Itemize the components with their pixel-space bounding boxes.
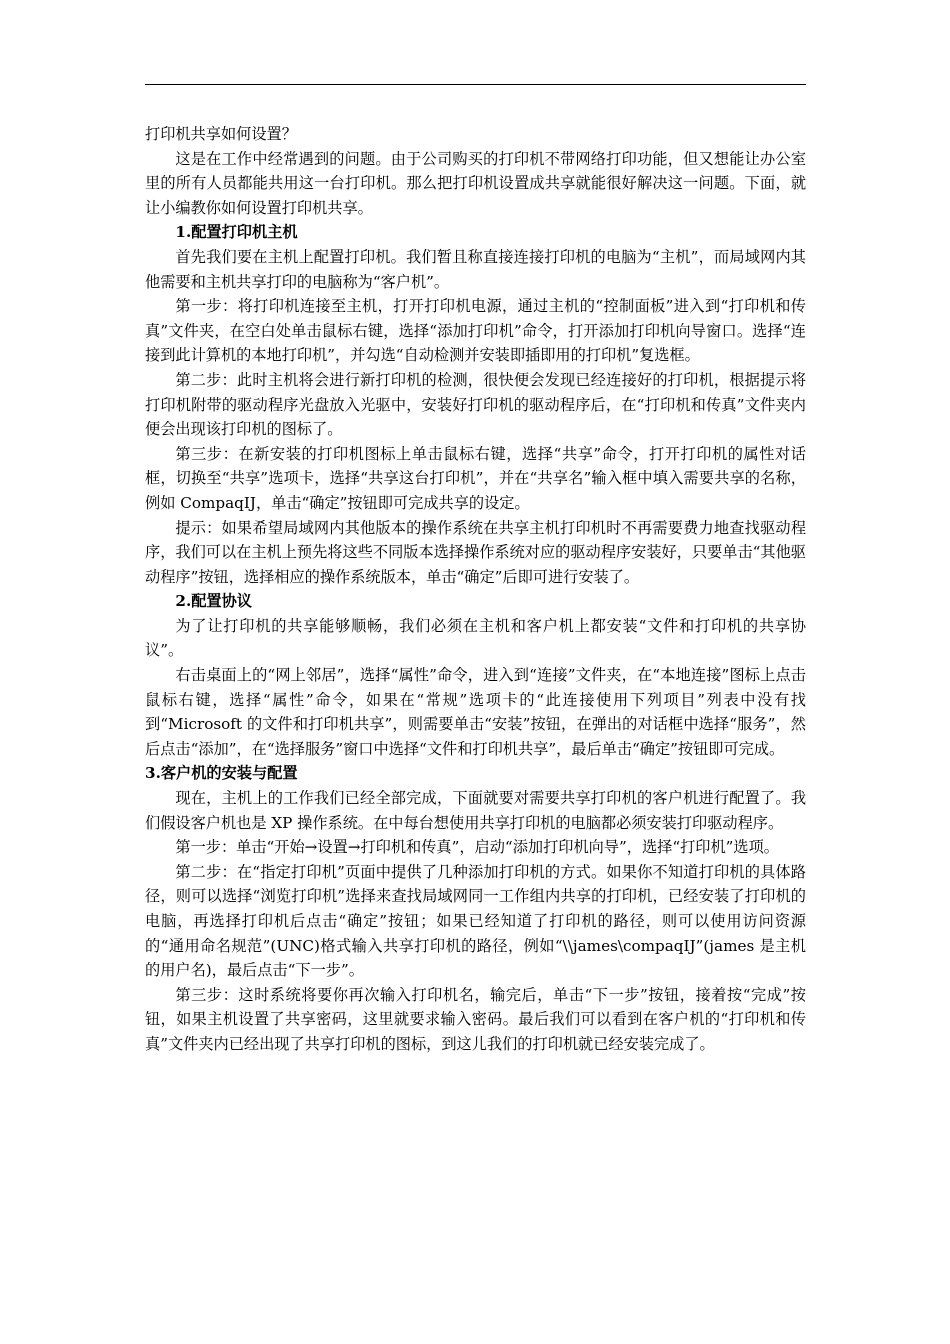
section-3-paragraph-4: 第三步：这时系统将要你再次输入打印机名，输完后，单击“下一步”按钮，接着按“完成”按钮，如果主机设置了共享密码，这里就要求输入密码。最后我们可以看到在客户机的“打印机和传真”文件夹内已经出现了共享打印机的图标，到这儿我们的打印机就已经安装完成了。	[145, 985, 806, 1053]
section-2-heading: 2.配置协议	[175, 592, 252, 611]
section-1-tip: 提示：如果希望局域网内其他版本的操作系统在共享主机打印机时不再需要费力地查找驱动程序，我们可以在主机上预先将这些不同版本选择操作系统对应的驱动程序安装好，只要单击“其他驱动程序”按钮，选择相应的操作系统版本，单击“确定”后即可进行安装了。	[145, 518, 806, 586]
section-3-paragraph-3: 第二步：在“指定打印机”页面中提供了几种添加打印机的方式。如果你不知道打印机的具体路径，则可以选择“浏览打印机”选择来查找局域网同一工作组内共享的打印机，已经安装了打印机的电脑，再选择打印机后点击“确定”按钮；如果已经知道了打印机的路径，则可以使用访问资源的“通用命名规范”(UNC)格式输入共享打印机的路径，例如“\\james\compaqIJ”(james 是主机的用户名)，最后点击“下一步”。	[145, 862, 806, 980]
header-rule	[145, 84, 806, 85]
section-1-paragraph-3: 第二步：此时主机将会进行新打印机的检测，很快便会发现已经连接好的打印机，根据提示将打印机附带的驱动程序光盘放入光驱中，安装好打印机的驱动程序后，在“打印机和传真”文件夹内便会出现该打印机的图标了。	[145, 370, 806, 439]
section-2-paragraph-1: 为了让打印机的共享能够顺畅，我们必须在主机和客户机上都安装“文件和打印机的共享协议”。	[145, 616, 806, 660]
section-1-paragraph-4: 第三步：在新安装的打印机图标上单击鼠标右键，选择“共享”命令，打开打印机的属性对话框，切换至“共享”选项卡，选择“共享这台打印机”，并在“共享名”输入框中填入需要共享的名称，例如 CompaqIJ，单击“确定”按钮即可完成共享的设定。	[145, 444, 806, 512]
section-3-paragraph-2: 第一步：单击“开始→设置→打印机和传真”，启动“添加打印机向导”，选择“打印机”选项。	[175, 838, 779, 857]
section-1-heading: 1.配置打印机主机	[175, 223, 298, 242]
section-1-paragraph-1: 首先我们要在主机上配置打印机。我们暂且称直接连接打印机的电脑为“主机”，而局域网内其他需要和主机共享打印的电脑称为“客户机”。	[145, 247, 806, 291]
section-3-heading: 3.客户机的安装与配置	[145, 764, 298, 783]
intro-paragraph: 这是在工作中经常遇到的问题。由于公司购买的打印机不带网络打印功能，但又想能让办公室里的所有人员都能共用这一台打印机。那么把打印机设置成共享就能很好解决这一问题。下面，就让小编教你如何设置打印机共享。	[145, 149, 806, 217]
section-2-paragraph-2: 右击桌面上的“网上邻居”，选择“属性”命令，进入到“连接”文件夹，在“本地连接”图标上点击鼠标右键，选择“属性”命令，如果在“常规”选项卡的“此连接使用下列项目”列表中没有找到“Microsoft 的文件和打印机共享”，则需要单击“安装”按钮，在弹出的对话框中选择“服务”，然后点击“添加”，在“选择服务”窗口中选择“文件和打印机共享”，最后单击“确定”按钮即可完成。	[145, 666, 806, 758]
document-body	[145, 122, 806, 1057]
document-title: 打印机共享如何设置？	[145, 125, 297, 143]
section-1-paragraph-2: 第一步：将打印机连接至主机，打开打印机电源，通过主机的“控制面板”进入到“打印机和传真”文件夹，在空白处单击鼠标右键，选择“添加打印机”命令，打开添加打印机向导窗口。选择“连接到此计算机的本地打印机”，并勾选“自动检测并安装即插即用的打印机”复选框。	[145, 297, 806, 365]
section-3-paragraph-1: 现在，主机上的工作我们已经全部完成，下面就要对需要共享打印机的客户机进行配置了。我们假设客户机也是 XP 操作系统。在中每台想使用共享打印机的电脑都必须安装打印驱动程序。	[145, 789, 806, 832]
